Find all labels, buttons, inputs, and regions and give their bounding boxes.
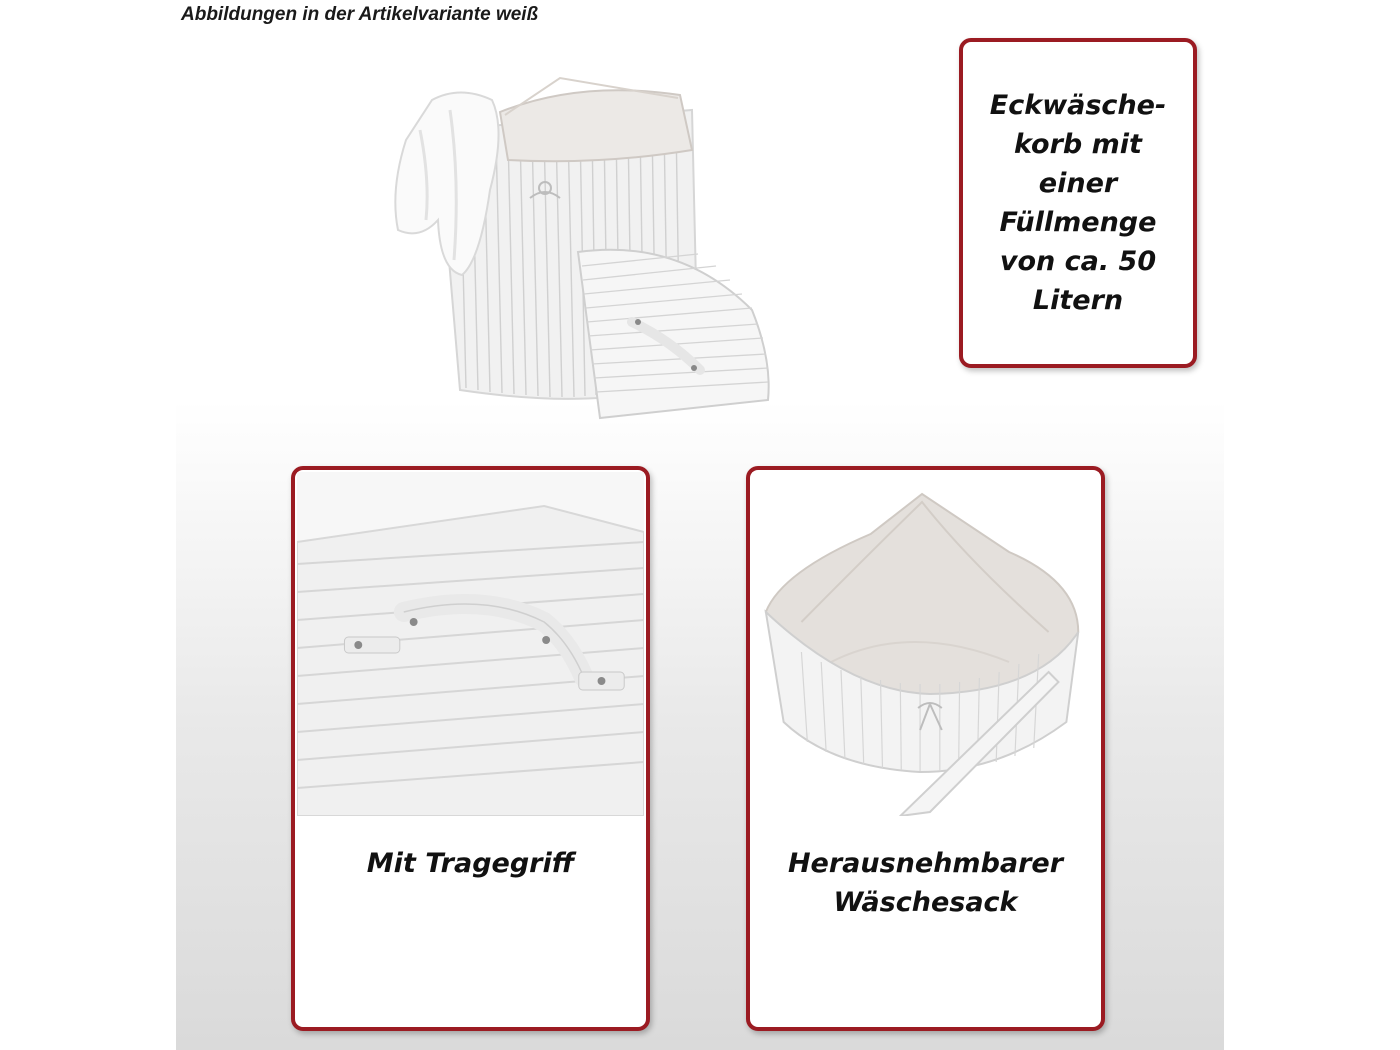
lid-handle-photo (297, 472, 644, 816)
capacity-line: einer (1038, 168, 1118, 199)
hero-product-image (380, 70, 780, 450)
variant-caption: Abbildungen in der Artikelvariante weiß (181, 4, 539, 25)
laundry-basket-illustration (380, 70, 780, 450)
laundry-bag-feature-card (746, 466, 1105, 1031)
laundry-bag-label (750, 844, 1101, 922)
carry-handle-label: Mit Tragegriff (366, 848, 575, 879)
capacity-info-card (959, 38, 1197, 368)
capacity-line: korb mit (1014, 129, 1142, 160)
capacity-line: Eckwäsche- (989, 90, 1167, 121)
laundry-bag-photo (752, 472, 1099, 816)
laundry-bag-line: Wäschesack (833, 887, 1018, 918)
capacity-line: Litern (1032, 285, 1124, 316)
capacity-info-text (963, 86, 1193, 320)
capacity-line: von ca. 50 (999, 246, 1157, 277)
lid-with-handle-illustration (297, 472, 644, 816)
laundry-bag-line: Herausnehmbarer (787, 848, 1064, 879)
laundry-bag-illustration (752, 472, 1099, 816)
capacity-line: Füllmenge (999, 207, 1157, 238)
carry-handle-feature-card (291, 466, 650, 1031)
